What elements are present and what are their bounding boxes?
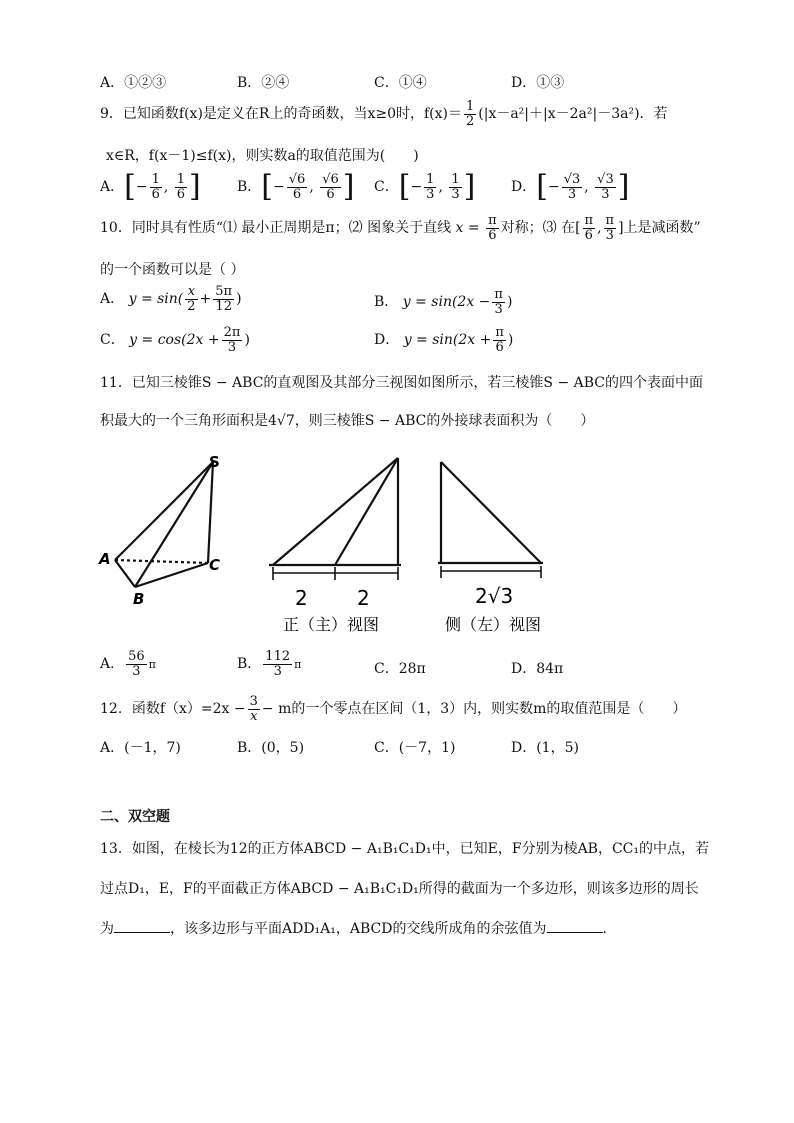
section-title: 二、双空题 (100, 809, 170, 825)
q9-option-d: D．[− $\frac{√3}{3}$ , $\frac{√3}{3}$ ] (511, 169, 630, 204)
q11-option-c: C．28π (374, 661, 426, 677)
q13-line2: 过点D₁，E，F的平面截正方体ABCD − A₁B₁C₁D₁所得的截面为一个多边形，则该多边形的周长 (100, 881, 699, 897)
q9-option-b: B．[− $\frac{√6}{6}$ , $\frac{√6}{6}$ ] (237, 169, 355, 204)
front-view (269, 458, 401, 580)
q10-stem-line2: 的一个函数可以是（ ） (100, 262, 245, 278)
q10-option-c: C． y = cos(2x + $\frac{2\pi}{3}$ ) (100, 325, 250, 355)
q8-option-b: B．②④ (237, 75, 290, 91)
q9-stem-line2: x∈R，f(x－1)≤f(x)，则实数a的取值范围为( ) (106, 148, 419, 164)
q12-option-c: C．(－7，1) (374, 740, 456, 756)
q11-figure (95, 450, 565, 640)
q11-option-a: A． $\frac{56}{3}$ π (100, 649, 156, 679)
q13-line1: 13．如图，在棱长为12的正方体ABCD − A₁B₁C₁D₁中，已知E，F分别为棱AB，CC₁的中点，若 (100, 841, 710, 857)
q11-option-b: B． $\frac{112}{3}$ π (237, 649, 302, 679)
pyramid-perspective-view (115, 462, 213, 587)
label-s: S (209, 453, 220, 471)
q9-option-a: A．[− $\frac{1}{6}$ , $\frac{1}{6}$ ] (100, 169, 201, 204)
q8-option-a: A．①②③ (100, 75, 167, 91)
q12-option-a: A．(－1，7) (100, 740, 181, 756)
q12-option-b: B．(0，5) (237, 740, 305, 756)
front-dim-2: 2 (357, 586, 370, 610)
fraction: $\frac{1}{2}$ (465, 99, 475, 129)
q13-line3: 为 ，该多边形与平面ADD₁A₁，ABCD的交线所成角的余弦值为 . (100, 921, 607, 937)
q10-stem-line1: 10．同时具有性质“⑴ 最小正周期是π；⑵ 图象关于直线 x = $\frac{\pi}{6}$ 对称；⑶ 在[ $\frac{\pi}{6}$ , $\frac{\pi}{3}$ ]上是减函数” (100, 213, 701, 243)
label-c: C (209, 556, 221, 574)
q11-stem-line1: 11．已知三棱锥S − ABC的直观图及其部分三视图如图所示，若三棱锥S − ABC的四个表面中面 (100, 375, 703, 391)
q12-stem: 12．函数f（x）=2x − $\frac{3}{x}$ − m的一个零点在区间（1，3）内，则实数m的取值范围是（ ） (100, 694, 687, 724)
q10-option-b: B． y = sin(2x − $\frac{\pi}{3}$ ) (374, 287, 513, 317)
q12-option-d: D．(1，5) (511, 740, 579, 756)
front-view-caption: 正（主）视图 (283, 615, 380, 634)
q11-option-d: D．84π (511, 661, 564, 677)
q10-option-d: D． y = sin(2x + $\frac{\pi}{6}$ ) (374, 325, 514, 355)
answer-blank-2 (547, 920, 603, 933)
q9-option-c: C．[− $\frac{1}{3}$ , $\frac{1}{3}$ ] (374, 169, 476, 204)
answer-blank-1 (114, 920, 170, 933)
q8-option-c: C．①④ (374, 75, 427, 91)
side-dim: 2√3 (475, 584, 514, 608)
q8-option-d: D．①③ (511, 75, 565, 91)
label-a: A (99, 550, 111, 568)
side-view (438, 462, 543, 578)
front-dim-1: 2 (295, 586, 308, 610)
side-view-caption: 侧（左）视图 (445, 615, 542, 634)
q11-stem-line2: 积最大的一个三角形面积是4√7，则三棱锥S − ABC的外接球表面积为（ ） (100, 413, 595, 429)
label-b: B (133, 590, 145, 608)
q10-option-a: A． y = sin( $\frac{x}{2}$ + $\frac{5\pi}{12}$ ) (100, 284, 242, 314)
q9-stem-line1: 9．已知函数f(x)是定义在R上的奇函数，当x≥0时，f(x)＝ $\frac{1}{2}$ (|x－a²|＋|x－2a²|－3a²)．若 (100, 99, 668, 129)
